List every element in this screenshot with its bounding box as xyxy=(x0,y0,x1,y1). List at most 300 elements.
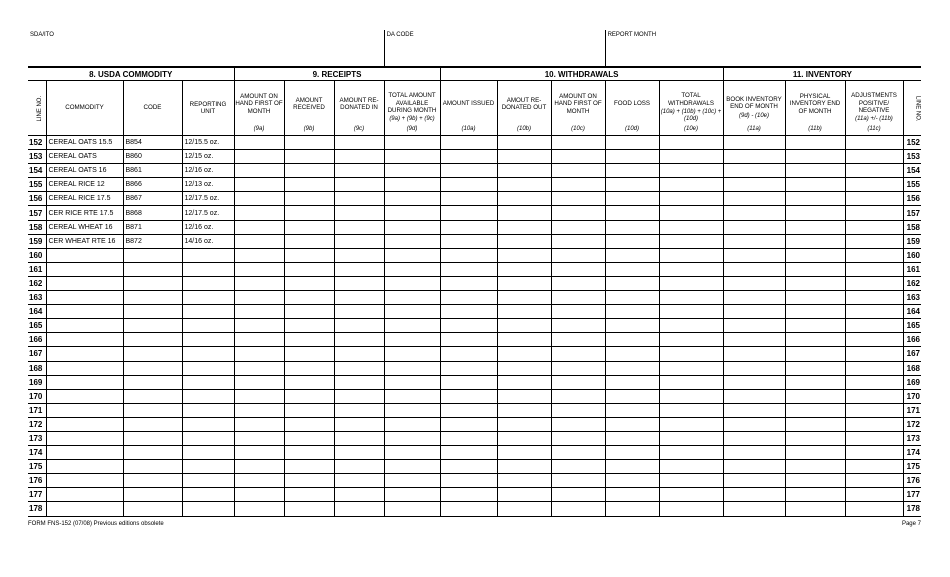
cell-10b[interactable] xyxy=(497,460,551,474)
code-cell[interactable] xyxy=(123,291,182,305)
cell-11a[interactable] xyxy=(723,206,785,220)
cell-9c[interactable] xyxy=(334,347,384,361)
cell-9a[interactable] xyxy=(234,305,284,319)
cell-9a[interactable] xyxy=(234,248,284,262)
unit-cell[interactable]: 12/16 oz. xyxy=(182,220,234,234)
cell-11c[interactable] xyxy=(845,417,903,431)
cell-11b[interactable] xyxy=(785,164,845,178)
cell-10d[interactable] xyxy=(605,276,659,290)
cell-9c[interactable] xyxy=(334,502,384,516)
cell-9c[interactable] xyxy=(334,361,384,375)
cell-9a[interactable] xyxy=(234,178,284,192)
cell-10d[interactable] xyxy=(605,474,659,488)
cell-9a[interactable] xyxy=(234,220,284,234)
cell-11b[interactable] xyxy=(785,375,845,389)
cell-10e[interactable] xyxy=(659,319,723,333)
code-cell[interactable]: B860 xyxy=(123,150,182,164)
cell-11b[interactable] xyxy=(785,150,845,164)
cell-10b[interactable] xyxy=(497,234,551,248)
cell-11c[interactable] xyxy=(845,319,903,333)
cell-11b[interactable] xyxy=(785,234,845,248)
cell-9d[interactable] xyxy=(384,347,440,361)
unit-cell[interactable] xyxy=(182,488,234,502)
code-cell[interactable] xyxy=(123,403,182,417)
cell-10d[interactable] xyxy=(605,502,659,516)
cell-11b[interactable] xyxy=(785,136,845,150)
cell-9b[interactable] xyxy=(284,248,334,262)
cell-10b[interactable] xyxy=(497,136,551,150)
cell-9d[interactable] xyxy=(384,305,440,319)
cell-9d[interactable] xyxy=(384,488,440,502)
cell-10c[interactable] xyxy=(551,347,605,361)
cell-10d[interactable] xyxy=(605,248,659,262)
cell-11a[interactable] xyxy=(723,319,785,333)
cell-11c[interactable] xyxy=(845,488,903,502)
cell-10d[interactable] xyxy=(605,262,659,276)
cell-9d[interactable] xyxy=(384,446,440,460)
cell-9d[interactable] xyxy=(384,502,440,516)
commodity-cell[interactable] xyxy=(46,474,123,488)
cell-10a[interactable] xyxy=(440,389,497,403)
commodity-cell[interactable]: CEREAL RICE 17.5 xyxy=(46,192,123,206)
cell-11a[interactable] xyxy=(723,460,785,474)
cell-10b[interactable] xyxy=(497,502,551,516)
cell-11b[interactable] xyxy=(785,460,845,474)
cell-11a[interactable] xyxy=(723,178,785,192)
code-cell[interactable] xyxy=(123,347,182,361)
cell-9a[interactable] xyxy=(234,136,284,150)
commodity-cell[interactable] xyxy=(46,460,123,474)
unit-cell[interactable] xyxy=(182,460,234,474)
cell-11c[interactable] xyxy=(845,375,903,389)
cell-10e[interactable] xyxy=(659,347,723,361)
cell-9c[interactable] xyxy=(334,206,384,220)
cell-10e[interactable] xyxy=(659,178,723,192)
cell-10a[interactable] xyxy=(440,502,497,516)
cell-9a[interactable] xyxy=(234,291,284,305)
cell-11c[interactable] xyxy=(845,389,903,403)
cell-9d[interactable] xyxy=(384,474,440,488)
cell-10e[interactable] xyxy=(659,262,723,276)
code-cell[interactable] xyxy=(123,333,182,347)
cell-11c[interactable] xyxy=(845,164,903,178)
cell-10a[interactable] xyxy=(440,164,497,178)
cell-11a[interactable] xyxy=(723,262,785,276)
unit-cell[interactable] xyxy=(182,361,234,375)
cell-9b[interactable] xyxy=(284,361,334,375)
cell-11b[interactable] xyxy=(785,192,845,206)
cell-11c[interactable] xyxy=(845,220,903,234)
cell-9a[interactable] xyxy=(234,417,284,431)
cell-9d[interactable] xyxy=(384,417,440,431)
cell-11a[interactable] xyxy=(723,150,785,164)
cell-10a[interactable] xyxy=(440,431,497,445)
cell-10d[interactable] xyxy=(605,136,659,150)
cell-9a[interactable] xyxy=(234,460,284,474)
cell-11a[interactable] xyxy=(723,403,785,417)
cell-10a[interactable] xyxy=(440,276,497,290)
commodity-cell[interactable]: CEREAL OATS xyxy=(46,150,123,164)
cell-10e[interactable] xyxy=(659,206,723,220)
cell-10e[interactable] xyxy=(659,291,723,305)
cell-10a[interactable] xyxy=(440,206,497,220)
cell-9d[interactable] xyxy=(384,262,440,276)
cell-10a[interactable] xyxy=(440,248,497,262)
cell-10c[interactable] xyxy=(551,431,605,445)
unit-cell[interactable]: 12/17.5 oz. xyxy=(182,192,234,206)
unit-cell[interactable] xyxy=(182,474,234,488)
cell-9b[interactable] xyxy=(284,262,334,276)
cell-10b[interactable] xyxy=(497,192,551,206)
unit-cell[interactable] xyxy=(182,446,234,460)
cell-11b[interactable] xyxy=(785,276,845,290)
cell-10b[interactable] xyxy=(497,446,551,460)
cell-9c[interactable] xyxy=(334,150,384,164)
cell-10c[interactable] xyxy=(551,460,605,474)
cell-11a[interactable] xyxy=(723,446,785,460)
cell-10b[interactable] xyxy=(497,150,551,164)
commodity-cell[interactable] xyxy=(46,262,123,276)
cell-9c[interactable] xyxy=(334,192,384,206)
cell-9b[interactable] xyxy=(284,502,334,516)
cell-10e[interactable] xyxy=(659,305,723,319)
cell-11b[interactable] xyxy=(785,361,845,375)
cell-9d[interactable] xyxy=(384,361,440,375)
commodity-cell[interactable] xyxy=(46,319,123,333)
commodity-cell[interactable]: CEREAL WHEAT 16 xyxy=(46,220,123,234)
cell-10c[interactable] xyxy=(551,234,605,248)
code-cell[interactable] xyxy=(123,319,182,333)
cell-9a[interactable] xyxy=(234,347,284,361)
cell-10e[interactable] xyxy=(659,460,723,474)
cell-11a[interactable] xyxy=(723,305,785,319)
cell-9d[interactable] xyxy=(384,220,440,234)
cell-10d[interactable] xyxy=(605,220,659,234)
cell-10c[interactable] xyxy=(551,150,605,164)
commodity-cell[interactable]: CER WHEAT RTE 16 xyxy=(46,234,123,248)
cell-10c[interactable] xyxy=(551,136,605,150)
cell-11c[interactable] xyxy=(845,248,903,262)
cell-9b[interactable] xyxy=(284,206,334,220)
cell-10a[interactable] xyxy=(440,234,497,248)
cell-9d[interactable] xyxy=(384,150,440,164)
cell-9c[interactable] xyxy=(334,220,384,234)
cell-10a[interactable] xyxy=(440,474,497,488)
cell-9d[interactable] xyxy=(384,234,440,248)
cell-10e[interactable] xyxy=(659,417,723,431)
cell-10a[interactable] xyxy=(440,150,497,164)
cell-9c[interactable] xyxy=(334,319,384,333)
cell-10d[interactable] xyxy=(605,333,659,347)
cell-9b[interactable] xyxy=(284,178,334,192)
cell-10a[interactable] xyxy=(440,178,497,192)
cell-9c[interactable] xyxy=(334,276,384,290)
cell-9c[interactable] xyxy=(334,403,384,417)
cell-10e[interactable] xyxy=(659,389,723,403)
cell-9b[interactable] xyxy=(284,164,334,178)
cell-9c[interactable] xyxy=(334,305,384,319)
cell-10b[interactable] xyxy=(497,417,551,431)
code-cell[interactable] xyxy=(123,474,182,488)
cell-10e[interactable] xyxy=(659,276,723,290)
cell-11a[interactable] xyxy=(723,361,785,375)
code-cell[interactable]: B871 xyxy=(123,220,182,234)
cell-10b[interactable] xyxy=(497,220,551,234)
cell-10d[interactable] xyxy=(605,178,659,192)
code-cell[interactable]: B854 xyxy=(123,136,182,150)
cell-10a[interactable] xyxy=(440,460,497,474)
cell-9c[interactable] xyxy=(334,446,384,460)
cell-10c[interactable] xyxy=(551,502,605,516)
cell-9c[interactable] xyxy=(334,262,384,276)
commodity-cell[interactable]: CEREAL OATS 16 xyxy=(46,164,123,178)
cell-9b[interactable] xyxy=(284,136,334,150)
cell-10e[interactable] xyxy=(659,248,723,262)
unit-cell[interactable] xyxy=(182,276,234,290)
cell-10e[interactable] xyxy=(659,446,723,460)
cell-10a[interactable] xyxy=(440,488,497,502)
cell-11c[interactable] xyxy=(845,234,903,248)
cell-9c[interactable] xyxy=(334,333,384,347)
cell-10e[interactable] xyxy=(659,431,723,445)
code-cell[interactable] xyxy=(123,431,182,445)
unit-cell[interactable] xyxy=(182,262,234,276)
cell-10c[interactable] xyxy=(551,220,605,234)
cell-9b[interactable] xyxy=(284,446,334,460)
cell-10c[interactable] xyxy=(551,192,605,206)
cell-9a[interactable] xyxy=(234,234,284,248)
cell-9a[interactable] xyxy=(234,446,284,460)
cell-11c[interactable] xyxy=(845,502,903,516)
cell-10b[interactable] xyxy=(497,276,551,290)
unit-cell[interactable] xyxy=(182,431,234,445)
cell-9c[interactable] xyxy=(334,248,384,262)
code-cell[interactable] xyxy=(123,417,182,431)
commodity-cell[interactable] xyxy=(46,305,123,319)
unit-cell[interactable]: 12/15.5 oz. xyxy=(182,136,234,150)
cell-9b[interactable] xyxy=(284,192,334,206)
cell-11c[interactable] xyxy=(845,446,903,460)
commodity-cell[interactable]: CEREAL OATS 15.5 xyxy=(46,136,123,150)
cell-10d[interactable] xyxy=(605,417,659,431)
cell-10e[interactable] xyxy=(659,192,723,206)
cell-9a[interactable] xyxy=(234,389,284,403)
cell-9a[interactable] xyxy=(234,474,284,488)
cell-9b[interactable] xyxy=(284,389,334,403)
cell-11b[interactable] xyxy=(785,248,845,262)
cell-10e[interactable] xyxy=(659,220,723,234)
cell-9c[interactable] xyxy=(334,460,384,474)
cell-11c[interactable] xyxy=(845,262,903,276)
cell-9d[interactable] xyxy=(384,192,440,206)
commodity-cell[interactable]: CEREAL RICE 12 xyxy=(46,178,123,192)
cell-10c[interactable] xyxy=(551,319,605,333)
commodity-cell[interactable] xyxy=(46,417,123,431)
cell-9d[interactable] xyxy=(384,136,440,150)
cell-9a[interactable] xyxy=(234,206,284,220)
code-cell[interactable]: B866 xyxy=(123,178,182,192)
cell-9b[interactable] xyxy=(284,234,334,248)
cell-10c[interactable] xyxy=(551,417,605,431)
cell-9c[interactable] xyxy=(334,417,384,431)
code-cell[interactable] xyxy=(123,488,182,502)
cell-10b[interactable] xyxy=(497,347,551,361)
cell-9d[interactable] xyxy=(384,333,440,347)
cell-9a[interactable] xyxy=(234,403,284,417)
commodity-cell[interactable] xyxy=(46,276,123,290)
cell-10d[interactable] xyxy=(605,164,659,178)
cell-11a[interactable] xyxy=(723,164,785,178)
cell-11b[interactable] xyxy=(785,389,845,403)
cell-9c[interactable] xyxy=(334,389,384,403)
cell-11a[interactable] xyxy=(723,276,785,290)
cell-10d[interactable] xyxy=(605,291,659,305)
code-cell[interactable]: B868 xyxy=(123,206,182,220)
cell-10a[interactable] xyxy=(440,361,497,375)
cell-11c[interactable] xyxy=(845,361,903,375)
cell-9b[interactable] xyxy=(284,460,334,474)
cell-11b[interactable] xyxy=(785,333,845,347)
cell-9c[interactable] xyxy=(334,234,384,248)
code-cell[interactable] xyxy=(123,361,182,375)
cell-9b[interactable] xyxy=(284,220,334,234)
cell-10d[interactable] xyxy=(605,305,659,319)
code-cell[interactable] xyxy=(123,248,182,262)
cell-10c[interactable] xyxy=(551,248,605,262)
cell-10a[interactable] xyxy=(440,375,497,389)
cell-10d[interactable] xyxy=(605,347,659,361)
cell-11b[interactable] xyxy=(785,502,845,516)
cell-11b[interactable] xyxy=(785,206,845,220)
cell-9a[interactable] xyxy=(234,276,284,290)
code-cell[interactable] xyxy=(123,460,182,474)
cell-10a[interactable] xyxy=(440,333,497,347)
cell-11c[interactable] xyxy=(845,403,903,417)
cell-9c[interactable] xyxy=(334,375,384,389)
cell-10b[interactable] xyxy=(497,361,551,375)
unit-cell[interactable] xyxy=(182,305,234,319)
cell-10a[interactable] xyxy=(440,220,497,234)
cell-9d[interactable] xyxy=(384,431,440,445)
cell-11b[interactable] xyxy=(785,319,845,333)
cell-10c[interactable] xyxy=(551,389,605,403)
cell-9a[interactable] xyxy=(234,262,284,276)
sda-ito-field[interactable] xyxy=(28,30,384,67)
cell-9b[interactable] xyxy=(284,431,334,445)
unit-cell[interactable] xyxy=(182,417,234,431)
cell-10b[interactable] xyxy=(497,403,551,417)
unit-cell[interactable] xyxy=(182,389,234,403)
cell-9b[interactable] xyxy=(284,319,334,333)
cell-10e[interactable] xyxy=(659,502,723,516)
cell-10d[interactable] xyxy=(605,319,659,333)
cell-11c[interactable] xyxy=(845,150,903,164)
cell-11c[interactable] xyxy=(845,474,903,488)
cell-10e[interactable] xyxy=(659,136,723,150)
cell-11a[interactable] xyxy=(723,220,785,234)
unit-cell[interactable]: 12/15 oz. xyxy=(182,150,234,164)
cell-11a[interactable] xyxy=(723,333,785,347)
cell-9c[interactable] xyxy=(334,178,384,192)
cell-10b[interactable] xyxy=(497,305,551,319)
commodity-cell[interactable] xyxy=(46,291,123,305)
da-code-field[interactable] xyxy=(384,30,605,67)
cell-9d[interactable] xyxy=(384,389,440,403)
cell-9c[interactable] xyxy=(334,164,384,178)
cell-9a[interactable] xyxy=(234,333,284,347)
unit-cell[interactable] xyxy=(182,319,234,333)
cell-10b[interactable] xyxy=(497,474,551,488)
cell-10e[interactable] xyxy=(659,375,723,389)
cell-11b[interactable] xyxy=(785,474,845,488)
cell-10b[interactable] xyxy=(497,164,551,178)
cell-9a[interactable] xyxy=(234,150,284,164)
cell-10d[interactable] xyxy=(605,206,659,220)
cell-10b[interactable] xyxy=(497,291,551,305)
cell-9d[interactable] xyxy=(384,276,440,290)
cell-10e[interactable] xyxy=(659,164,723,178)
commodity-cell[interactable] xyxy=(46,375,123,389)
cell-11a[interactable] xyxy=(723,192,785,206)
cell-11a[interactable] xyxy=(723,502,785,516)
cell-10b[interactable] xyxy=(497,262,551,276)
cell-11a[interactable] xyxy=(723,431,785,445)
code-cell[interactable] xyxy=(123,375,182,389)
cell-10d[interactable] xyxy=(605,234,659,248)
cell-9a[interactable] xyxy=(234,375,284,389)
cell-11a[interactable] xyxy=(723,474,785,488)
cell-10b[interactable] xyxy=(497,333,551,347)
commodity-cell[interactable] xyxy=(46,389,123,403)
commodity-cell[interactable] xyxy=(46,431,123,445)
cell-10b[interactable] xyxy=(497,431,551,445)
cell-9b[interactable] xyxy=(284,291,334,305)
cell-10b[interactable] xyxy=(497,375,551,389)
cell-11c[interactable] xyxy=(845,136,903,150)
cell-11a[interactable] xyxy=(723,248,785,262)
unit-cell[interactable]: 12/17.5 oz. xyxy=(182,206,234,220)
report-month-field[interactable] xyxy=(605,30,921,67)
commodity-cell[interactable] xyxy=(46,488,123,502)
unit-cell[interactable] xyxy=(182,502,234,516)
cell-9d[interactable] xyxy=(384,460,440,474)
cell-10c[interactable] xyxy=(551,276,605,290)
cell-11a[interactable] xyxy=(723,375,785,389)
cell-9c[interactable] xyxy=(334,136,384,150)
cell-11b[interactable] xyxy=(785,431,845,445)
cell-10c[interactable] xyxy=(551,446,605,460)
cell-11a[interactable] xyxy=(723,347,785,361)
cell-9c[interactable] xyxy=(334,431,384,445)
cell-10d[interactable] xyxy=(605,488,659,502)
cell-10a[interactable] xyxy=(440,192,497,206)
cell-11c[interactable] xyxy=(845,333,903,347)
unit-cell[interactable]: 12/13 oz. xyxy=(182,178,234,192)
commodity-cell[interactable] xyxy=(46,361,123,375)
cell-11b[interactable] xyxy=(785,403,845,417)
cell-11c[interactable] xyxy=(845,276,903,290)
unit-cell[interactable] xyxy=(182,375,234,389)
code-cell[interactable] xyxy=(123,389,182,403)
commodity-cell[interactable]: CER RICE RTE 17.5 xyxy=(46,206,123,220)
code-cell[interactable] xyxy=(123,502,182,516)
cell-11c[interactable] xyxy=(845,192,903,206)
cell-10b[interactable] xyxy=(497,488,551,502)
cell-10a[interactable] xyxy=(440,291,497,305)
cell-9a[interactable] xyxy=(234,361,284,375)
unit-cell[interactable]: 14/16 oz. xyxy=(182,234,234,248)
cell-10d[interactable] xyxy=(605,389,659,403)
